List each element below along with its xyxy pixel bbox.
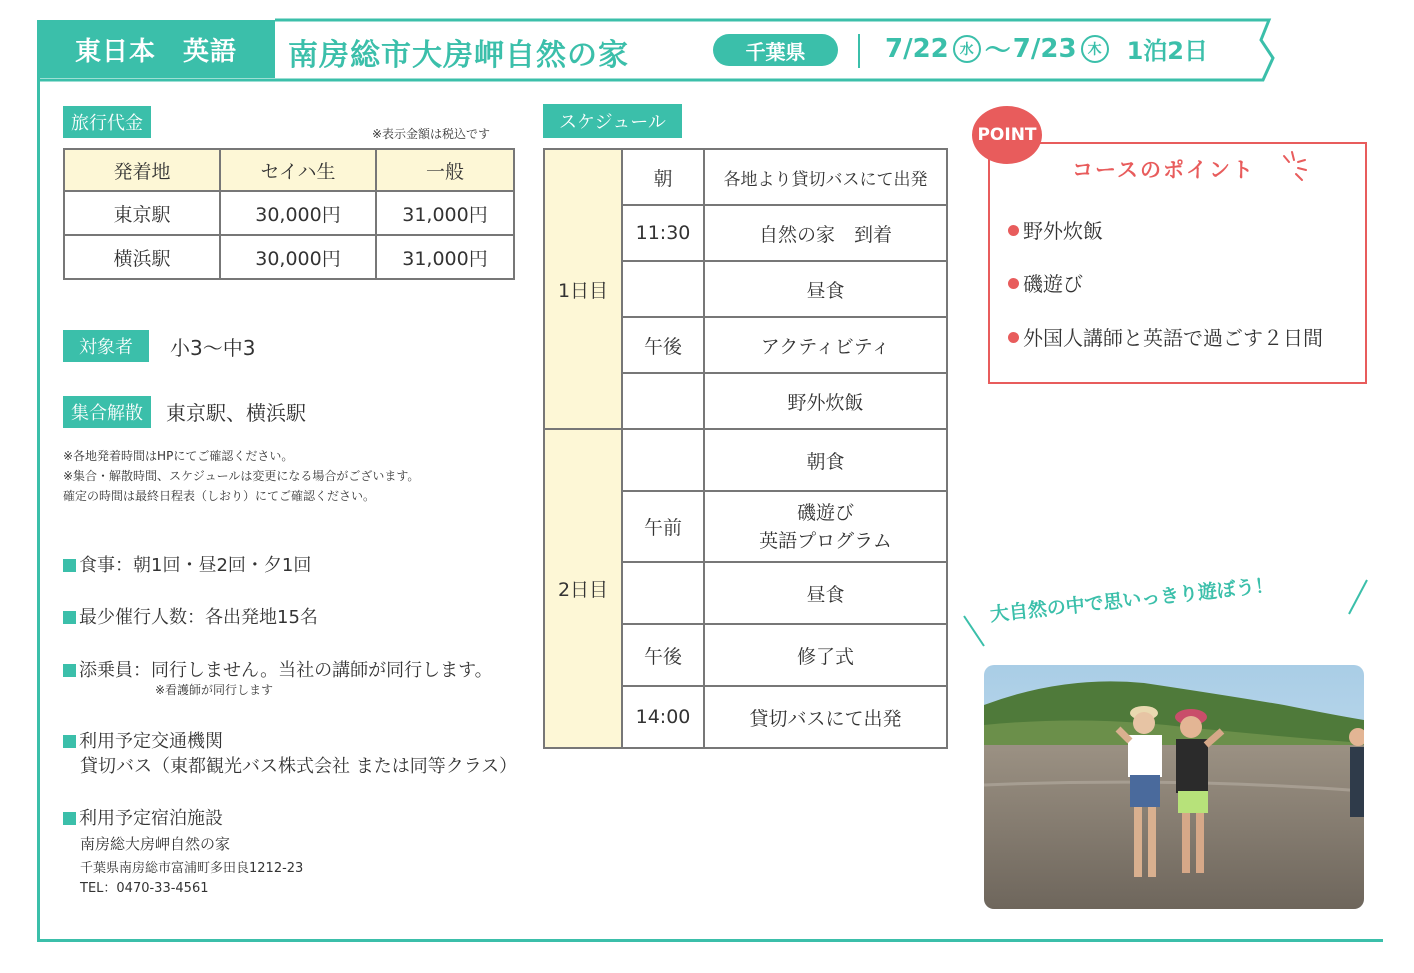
bullet-square	[63, 559, 76, 572]
nurse-note: ※看護師が同行します	[155, 683, 274, 697]
lodging-name: 南房総大房岬自然の家	[80, 835, 231, 853]
fare-general-price: 31,000円	[376, 235, 514, 279]
schedule-activity: 昼食	[704, 261, 947, 317]
fare-origin: 東京駅	[64, 191, 220, 235]
trip-dates	[885, 30, 1208, 67]
bullet-square	[63, 611, 76, 624]
caption-accent-left	[960, 612, 990, 652]
fare-row	[64, 191, 514, 235]
meeting-value: 東京駅、横浜駅	[166, 401, 306, 425]
schedule-activity: 朝食	[704, 429, 947, 491]
fare-member-price: 30,000円	[220, 191, 376, 235]
schedule-activity: 各地より貸切バスにて出発	[704, 149, 947, 205]
fare-general-price: 31,000円	[376, 191, 514, 235]
fare-origin: 横浜駅	[64, 235, 220, 279]
point-item	[1008, 268, 1083, 297]
bullet-square	[63, 735, 76, 748]
min-people-text: 最少催行人数：各出発地15名	[79, 607, 318, 628]
schedule-activity: 修了式	[704, 624, 947, 686]
escort-info	[63, 656, 493, 682]
prefecture-badge: 千葉県	[713, 34, 838, 66]
schedule-time	[622, 261, 704, 317]
end-weekday: 木	[1081, 35, 1109, 63]
transport-info	[63, 727, 223, 753]
schedule-time: 朝	[622, 149, 704, 205]
schedule-time: 午後	[622, 317, 704, 373]
lodging-address: 千葉県南房総市富浦町多田良1212-23	[80, 861, 304, 876]
date-tilde: ～	[984, 36, 1011, 66]
fare-table	[63, 148, 515, 280]
facility-title: 南房総市大房岬自然の家	[288, 38, 629, 73]
schedule-time	[622, 562, 704, 624]
schedule-activity: 英語プログラム	[759, 529, 892, 552]
schedule-time: 11:30	[622, 205, 704, 261]
lodging-title: 利用予定宿泊施設	[79, 808, 223, 829]
start-date: 7/22	[885, 33, 949, 64]
fare-member-price: 30,000円	[220, 235, 376, 279]
schedule-activity: 貸切バスにて出発	[704, 686, 947, 748]
frame-left-line	[37, 78, 40, 942]
point-badge: POINT	[972, 106, 1042, 164]
schedule-activity: 自然の家 到着	[704, 205, 947, 261]
min-people-info	[63, 603, 318, 629]
schedule-time	[622, 429, 704, 491]
tax-note: ※表示金額は税込です	[372, 127, 491, 141]
fare-label: 旅行代金	[63, 106, 151, 138]
bullet-dot	[1008, 332, 1019, 343]
meeting-label: 集合解散	[63, 396, 151, 428]
header-divider	[858, 34, 860, 68]
schedule-time: 午前	[622, 491, 704, 562]
fare-row	[64, 235, 514, 279]
fare-header-member: セイハ生	[220, 149, 376, 191]
schedule-row	[544, 429, 947, 491]
beach-photo	[984, 665, 1364, 909]
schedule-activity: アクティビティ	[704, 317, 947, 373]
bullet-dot	[1008, 225, 1019, 236]
bullet-square	[63, 812, 76, 825]
start-weekday: 水	[953, 35, 981, 63]
bullet-square	[63, 664, 76, 677]
schedule-activity: 野外炊飯	[704, 373, 947, 429]
region-subject-label: 東日本 英語	[37, 20, 275, 78]
point-item-text: 磯遊び	[1023, 272, 1083, 296]
photo-caption: 大自然の中で思いっきり遊ぼう！	[989, 574, 1275, 626]
lodging-info	[63, 804, 223, 830]
meals-text: 食事：朝1回・昼2回・夕1回	[79, 555, 312, 576]
caption-accent-right	[1343, 576, 1373, 620]
lodging-tel: TEL：0470-33-4561	[80, 881, 209, 896]
transport-value: 貸切バス（東都観光バス株式会社 または同等クラス）	[80, 756, 518, 777]
point-item	[1008, 322, 1323, 351]
point-item-text: 外国人講師と英語で過ごす２日間	[1023, 326, 1323, 350]
note-line: ※各地発着時間はHPにてご確認ください。	[63, 449, 294, 463]
schedule-row	[544, 149, 947, 205]
schedule-label: スケジュール	[543, 104, 682, 138]
fare-header-origin: 発着地	[64, 149, 220, 191]
point-item	[1008, 215, 1103, 244]
schedule-time	[622, 373, 704, 429]
point-item-text: 野外炊飯	[1023, 219, 1103, 243]
transport-title: 利用予定交通機関	[79, 731, 223, 752]
end-date: 7/23	[1012, 33, 1077, 64]
fare-header-general: 一般	[376, 149, 514, 191]
point-title: コースのポイント	[1072, 158, 1255, 182]
schedule-time: 午後	[622, 624, 704, 686]
bullet-dot	[1008, 278, 1019, 289]
schedule-activity: 昼食	[704, 562, 947, 624]
meals-info	[63, 551, 311, 577]
trip-duration: 1泊2日	[1126, 37, 1208, 65]
schedule-activity-multi	[704, 491, 947, 562]
note-line: ※集合・解散時間、スケジュールは変更になる場合がございます。	[63, 469, 420, 483]
sparkle-icon	[1280, 150, 1308, 184]
schedule-table	[543, 148, 948, 749]
schedule-activity: 磯遊び	[796, 501, 854, 524]
escort-text: 添乗員：同行しません。当社の講師が同行します。	[79, 660, 493, 681]
schedule-time: 14:00	[622, 686, 704, 748]
target-label: 対象者	[63, 330, 149, 362]
day1-label: 1日目	[544, 149, 622, 429]
day2-label: 2日目	[544, 429, 622, 748]
target-value: 小3～中3	[170, 336, 256, 360]
frame-bottom-line	[37, 939, 1383, 942]
note-line: 確定の時間は最終日程表（しおり）にてご確認ください。	[63, 489, 376, 503]
